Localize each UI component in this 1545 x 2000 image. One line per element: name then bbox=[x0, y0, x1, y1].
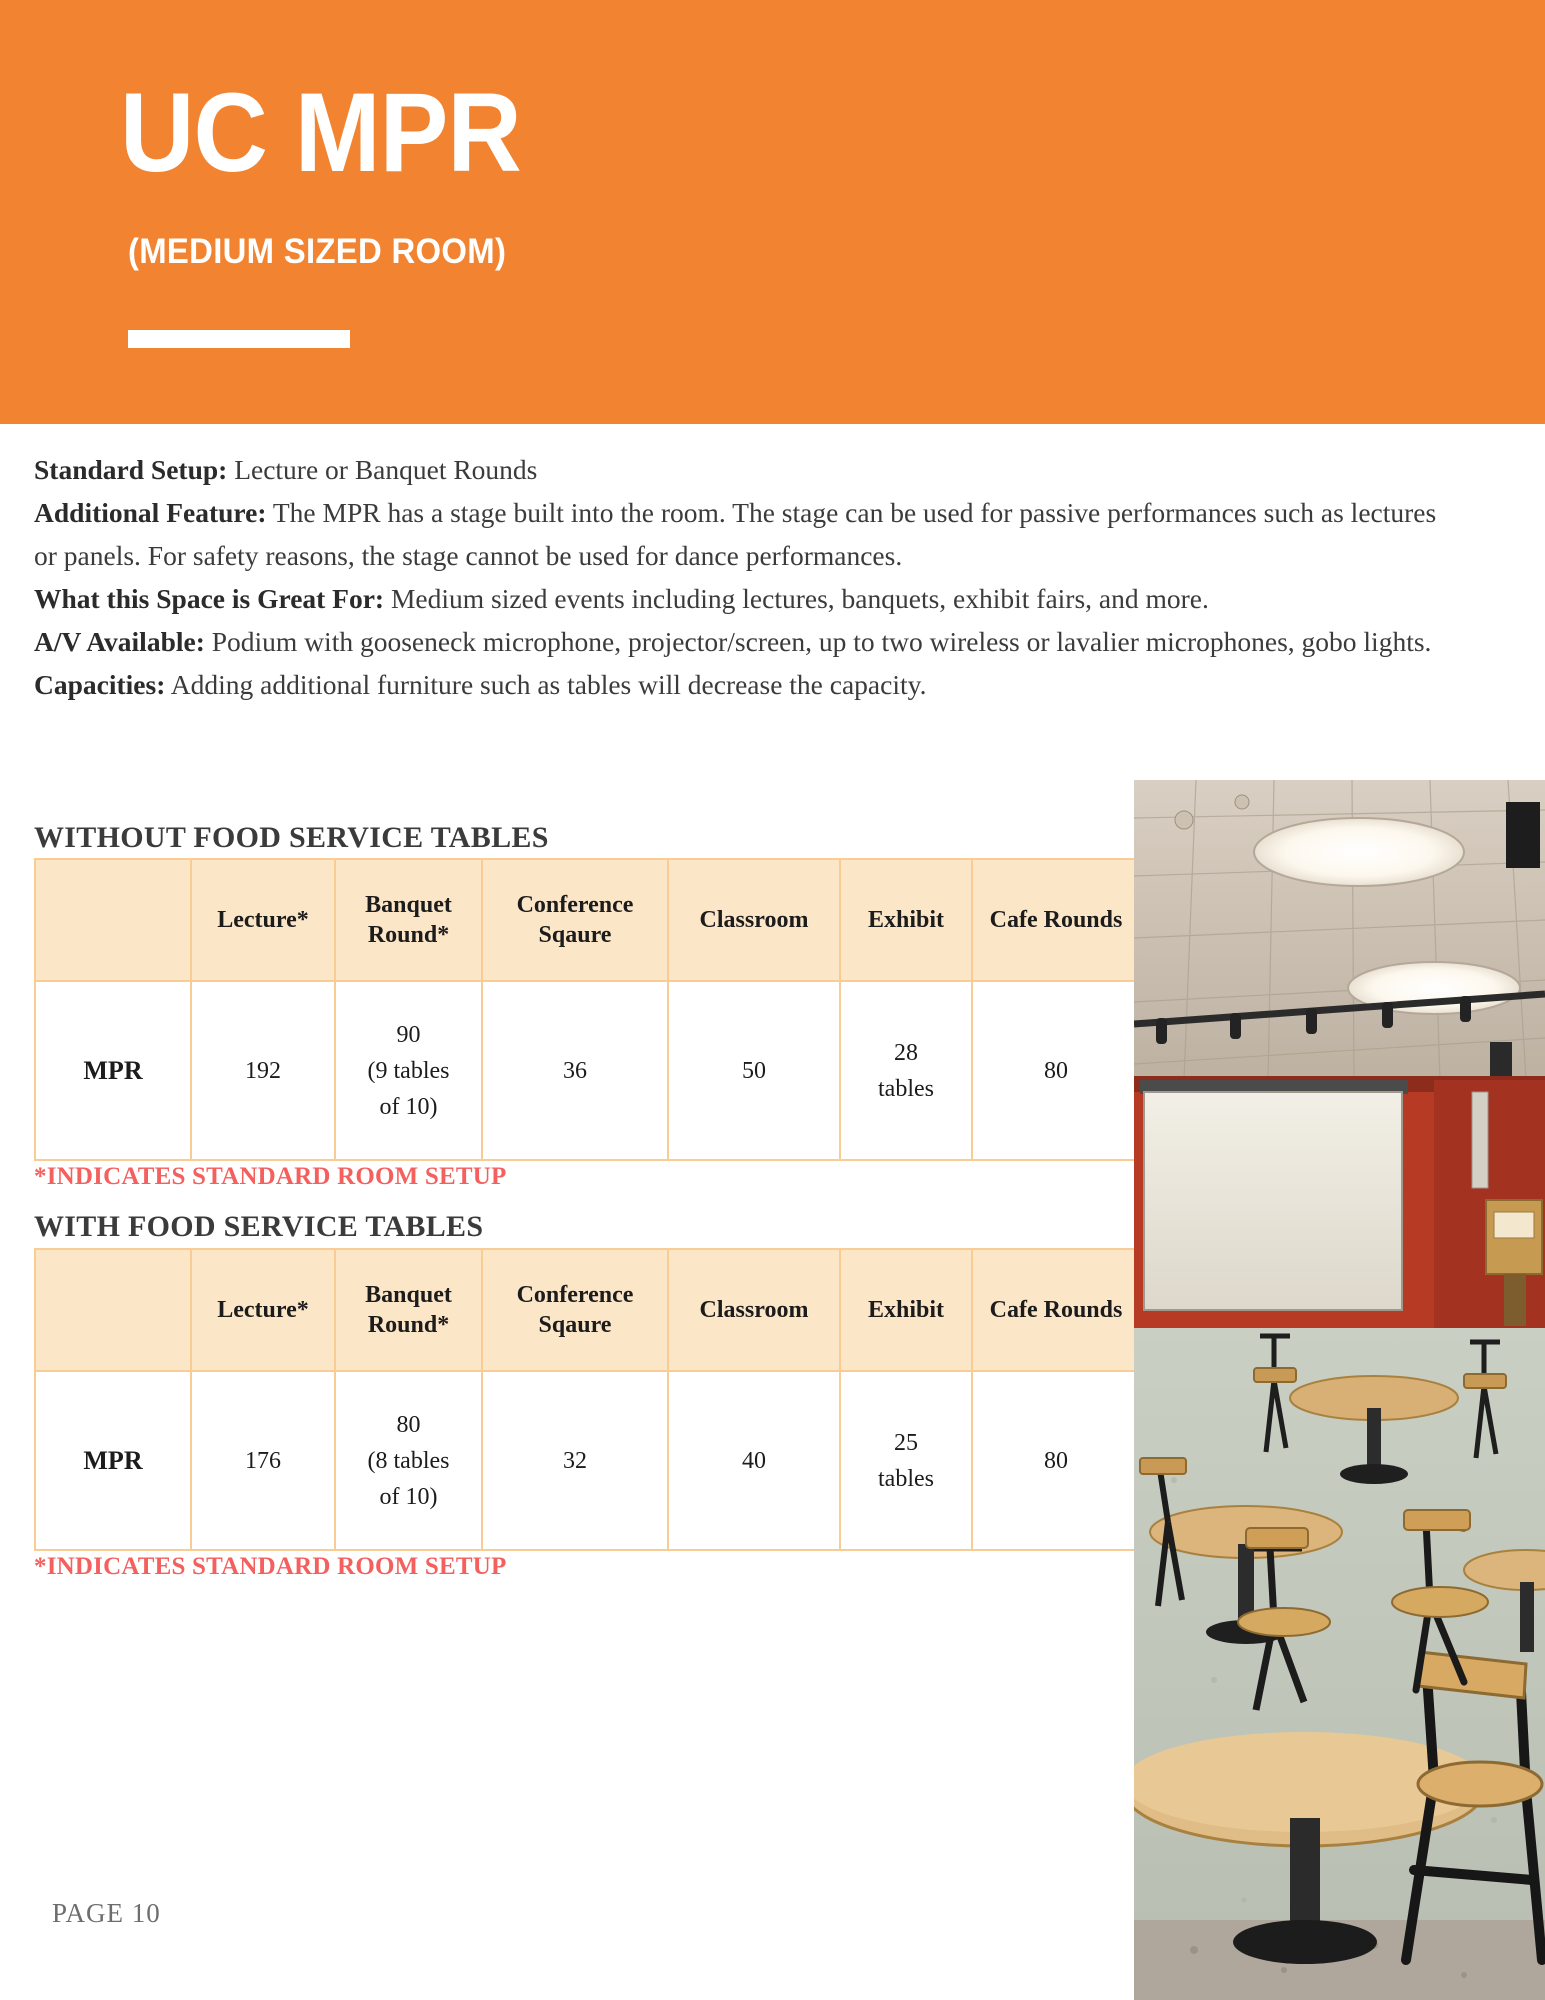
table-note-with-food-service: *INDICATES STANDARD ROOM SETUP bbox=[34, 1553, 507, 1580]
cell-classroom: 40 bbox=[668, 1371, 840, 1550]
table-header-cafe-rounds: Cafe Rounds bbox=[972, 859, 1140, 981]
room-photo-illustration bbox=[1134, 780, 1545, 2000]
table-header-lecture: Lecture* bbox=[191, 859, 335, 981]
table-row bbox=[35, 1371, 1140, 1550]
cell-lecture: 192 bbox=[191, 981, 335, 1160]
cell-conference-square: 36 bbox=[482, 981, 668, 1160]
room-photo bbox=[1134, 780, 1545, 2000]
table-header-banquet-round: Banquet Round* bbox=[335, 1249, 482, 1371]
table-header-corner bbox=[35, 1249, 191, 1371]
table-header-exhibit: Exhibit bbox=[840, 1249, 972, 1371]
detail-text: Lecture or Banquet Rounds bbox=[227, 454, 538, 485]
detail-text: Podium with gooseneck microphone, projector/screen, up to two wireless or lavalier microphones, gobo lights. bbox=[204, 626, 1432, 657]
table-header-classroom: Classroom bbox=[668, 1249, 840, 1371]
detail-text: Adding additional furniture such as tables will decrease the capacity. bbox=[165, 669, 927, 700]
capacity-table-with-food-service bbox=[34, 1248, 1141, 1551]
detail-label: Additional Feature: bbox=[34, 497, 267, 528]
page-subtitle: (MEDIUM SIZED ROOM) bbox=[128, 232, 507, 271]
table-header-corner bbox=[35, 859, 191, 981]
detail-text: Medium sized events including lectures, banquets, exhibit fairs, and more. bbox=[384, 583, 1209, 614]
table-header-exhibit: Exhibit bbox=[840, 859, 972, 981]
table-header-classroom: Classroom bbox=[668, 859, 840, 981]
cell-lecture: 176 bbox=[191, 1371, 335, 1550]
page-title: UC MPR bbox=[120, 70, 521, 195]
table-header-lecture: Lecture* bbox=[191, 1249, 335, 1371]
cell-exhibit: 25 tables bbox=[840, 1371, 972, 1550]
detail-av-available bbox=[34, 620, 1444, 663]
header-rule bbox=[128, 330, 350, 348]
section-heading-with-food-service: WITH FOOD SERVICE TABLES bbox=[34, 1210, 484, 1243]
page-number-footer: PAGE 10 bbox=[52, 1898, 161, 1928]
cell-cafe-rounds: 80 bbox=[972, 981, 1140, 1160]
cell-banquet-round: 80 (8 tables of 10) bbox=[335, 1371, 482, 1550]
table-header-conference-square: Conference Sqaure bbox=[482, 859, 668, 981]
detail-label: A/V Available: bbox=[34, 626, 205, 657]
detail-additional-feature bbox=[34, 491, 1444, 577]
detail-text: The MPR has a stage built into the room. The stage can be used for passive performances such as lectures or panels. For safety reasons, the stage cannot be used for dance performances. bbox=[34, 497, 1437, 571]
cell-conference-square: 32 bbox=[482, 1371, 668, 1550]
table-header-row bbox=[35, 1249, 1140, 1371]
detail-great-for bbox=[34, 577, 1444, 620]
page-header-band bbox=[0, 0, 1545, 424]
table-note-without-food-service: *INDICATES STANDARD ROOM SETUP bbox=[34, 1163, 507, 1190]
detail-label: Standard Setup: bbox=[34, 454, 228, 485]
section-heading-without-food-service: WITHOUT FOOD SERVICE TABLES bbox=[34, 821, 549, 854]
cell-room-name: MPR bbox=[35, 981, 191, 1160]
room-details bbox=[34, 448, 1444, 706]
cell-cafe-rounds: 80 bbox=[972, 1371, 1140, 1550]
cell-room-name: MPR bbox=[35, 1371, 191, 1550]
cell-banquet-round: 90 (9 tables of 10) bbox=[335, 981, 482, 1160]
table-header-conference-square: Conference Sqaure bbox=[482, 1249, 668, 1371]
table-header-banquet-round: Banquet Round* bbox=[335, 859, 482, 981]
detail-capacities bbox=[34, 663, 1444, 706]
table-row bbox=[35, 981, 1140, 1160]
table-header-cafe-rounds: Cafe Rounds bbox=[972, 1249, 1140, 1371]
cell-classroom: 50 bbox=[668, 981, 840, 1160]
detail-label: What this Space is Great For: bbox=[34, 583, 385, 614]
detail-label: Capacities: bbox=[34, 669, 166, 700]
table-header-row bbox=[35, 859, 1140, 981]
cell-exhibit: 28 tables bbox=[840, 981, 972, 1160]
detail-standard-setup bbox=[34, 448, 1444, 491]
capacity-table-without-food-service bbox=[34, 858, 1141, 1161]
